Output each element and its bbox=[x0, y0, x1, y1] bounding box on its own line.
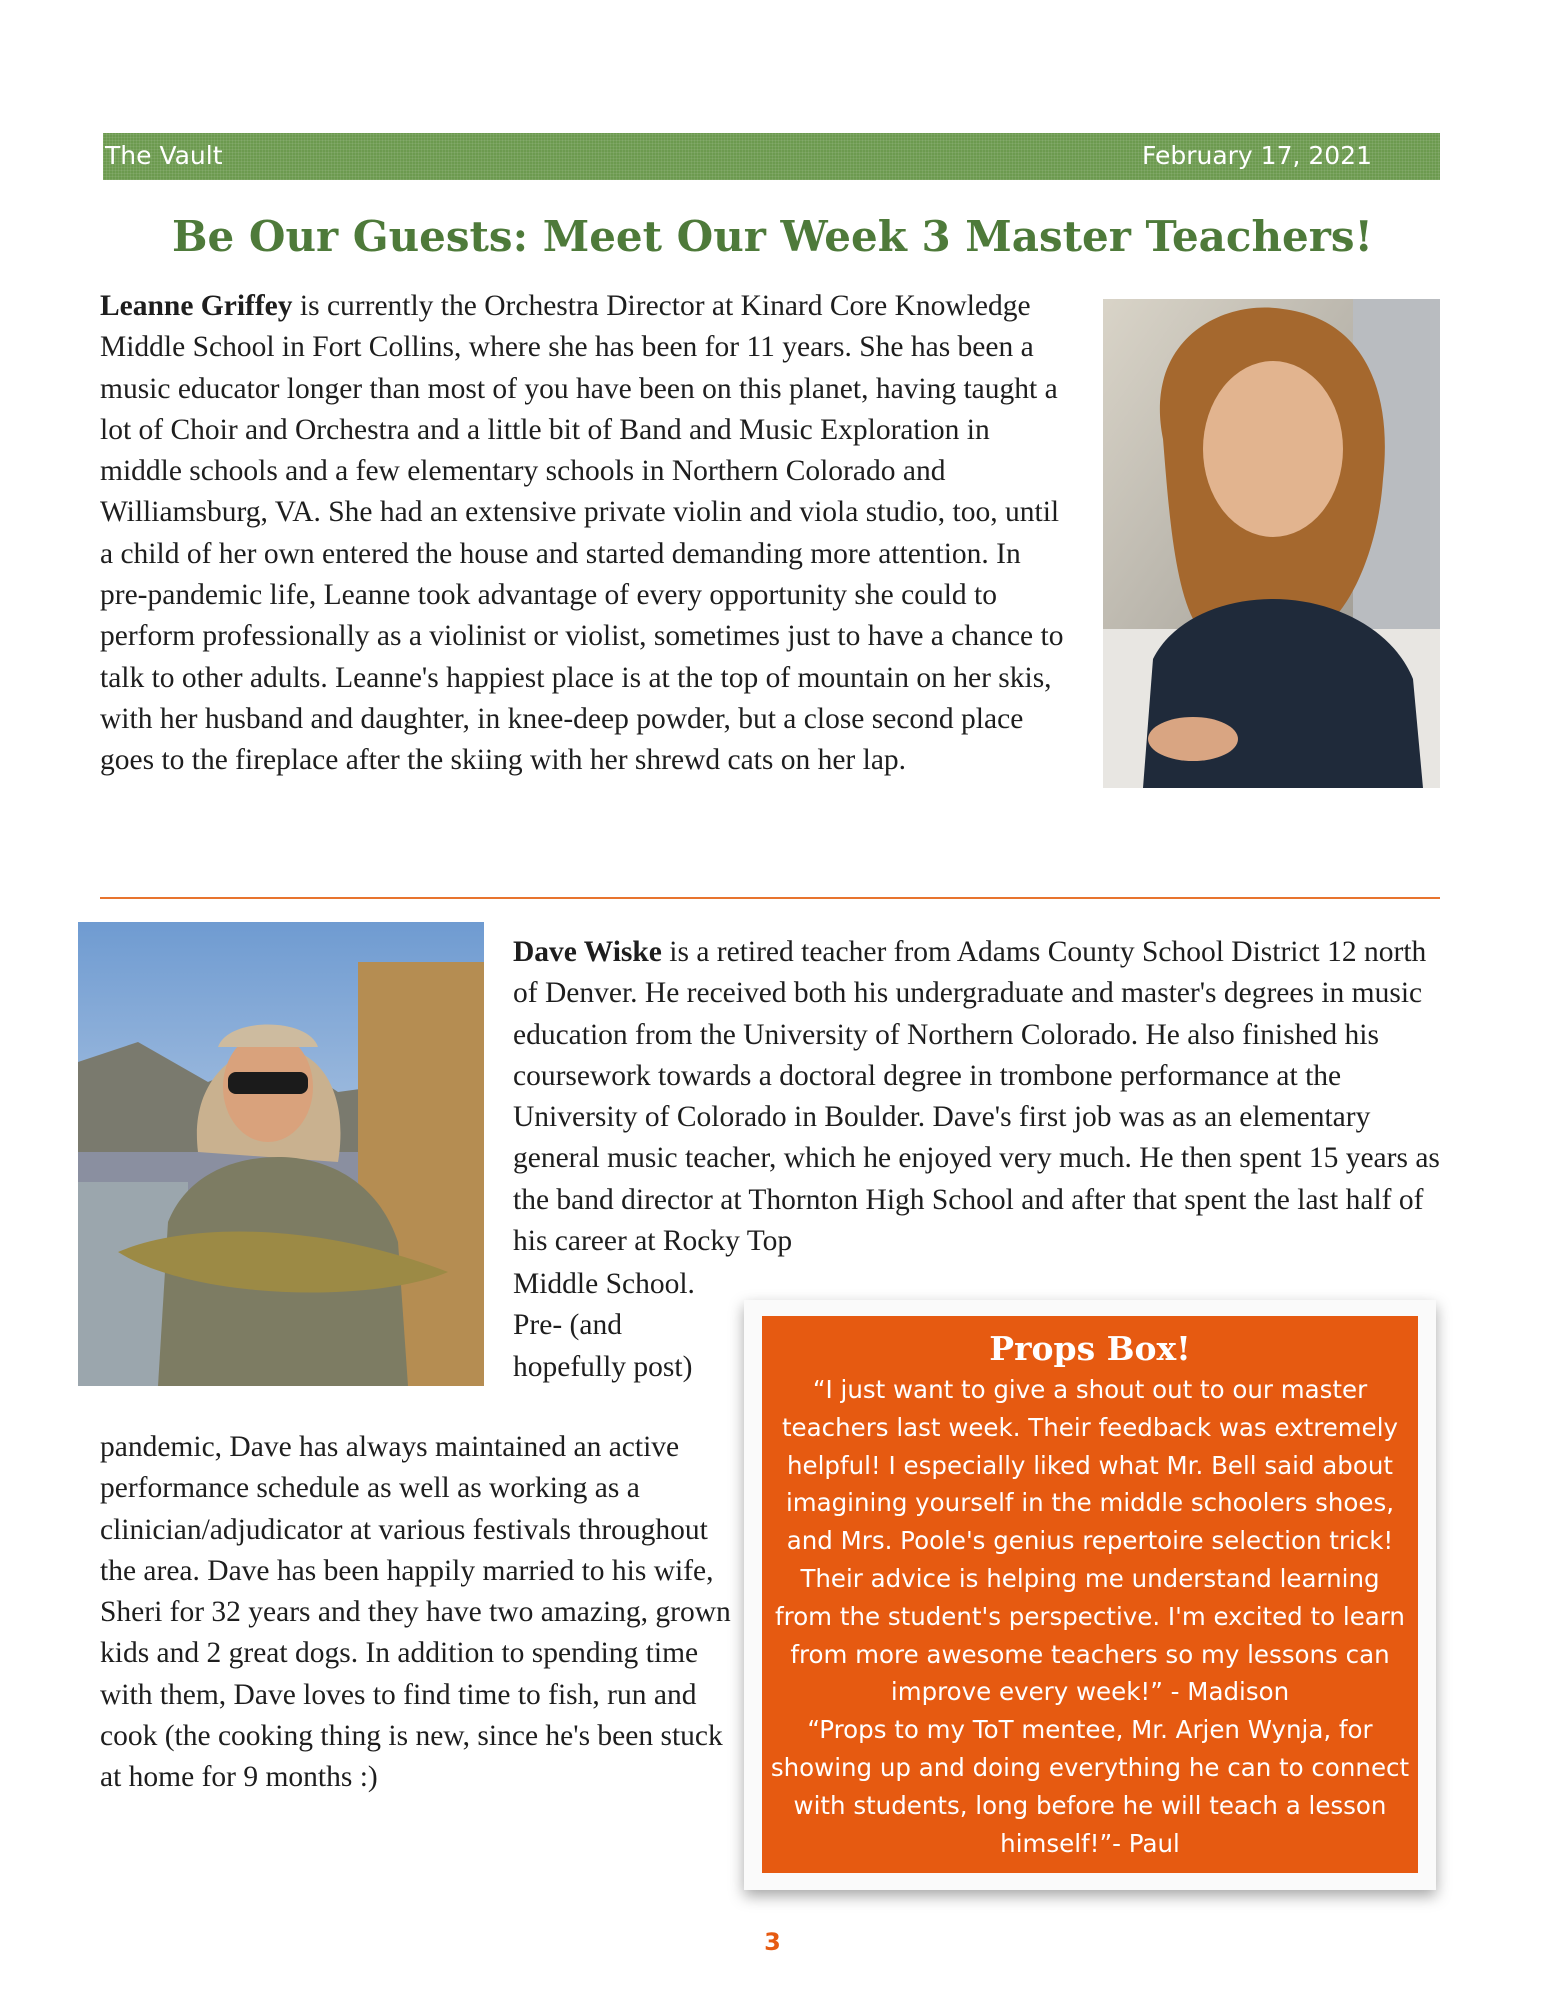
props-quote-madison: “I just want to give a shout out to our master teachers last week. Their feedback was extremely helpful! I especially liked what Mr. Bell said about imagining yourself in the middle schoolers shoes, and Mrs. Poole's genius repertoire selection trick! Their advice is helping me understand learning from the student's perspective. I'm excited to learn from more awesome teachers so my lessons can improve every week!” - Madison bbox=[775, 1375, 1405, 1707]
leanne-bio-text: is currently the Orchestra Director at Kinard Core Knowledge Middle School in Fort Collins, where she has been for 11 years. She has been a music educator longer than most of you have been on this planet, having taught a lot of Choir and Orchestra and a little bit of Band and Music Exploration in middle schools and a few elementary schools in Northern Colorado and Williamsburg, VA. She had an extensive private violin and viola studio, too, until a child of her own entered the house and started demanding more attention. In pre-pandemic life, Leanne took advantage of every opportunity she could to perform professionally as a violinist or violist, sometimes just to have a chance to talk to other adults. Leanne's happiest place is at the top of mountain on her skis, with her husband and daughter, in knee-deep powder, but a close second place goes to the fireplace after the skiing with her shrewd cats on her lap. bbox=[100, 290, 1064, 777]
dave-bio-text-3: pandemic, Dave has always maintained an active performance schedule as well as working as a clinician/adjudicator at various festivals throughout the area. Dave has been happily married to his wife, Sheri for 32 years and they have two amazing, grown kids and 2 great dogs. In addition to spending time with them, Dave loves to find time to fish, run and cook (the cooking thing is new, since he's been stuck at home for 9 months :) bbox=[100, 1431, 731, 1794]
dave-name: Dave Wiske bbox=[513, 936, 662, 968]
section-divider bbox=[100, 897, 1440, 899]
leanne-bio bbox=[100, 286, 1075, 782]
page-title: Be Our Guests: Meet Our Week 3 Master Teachers! bbox=[172, 212, 1373, 261]
page-number: 3 bbox=[764, 1928, 781, 1956]
dave-bio-text-1: is a retired teacher from Adams County School District 12 north of Denver. He received both his undergraduate and master's degrees in music education from the University of Northern Colorado. He also finished his coursework towards a doctoral degree in trombone performance at the University of Colorado in Boulder. Dave's first job was as an elementary general music teacher, which he enjoyed very much. He then spent 15 years as the band director at Thornton High School and after that spent the last half of his career at Rocky Top bbox=[513, 936, 1440, 1258]
leanne-photo bbox=[1103, 299, 1440, 788]
leanne-name: Leanne Griffey bbox=[100, 290, 293, 322]
dave-bio-text-2: Middle School. Pre- (and hopefully post) bbox=[513, 1268, 695, 1383]
issue-date: February 17, 2021 bbox=[1141, 141, 1372, 170]
props-box bbox=[762, 1316, 1418, 1873]
header-bar bbox=[103, 133, 1440, 180]
dave-photo bbox=[78, 922, 484, 1386]
props-box-title: Props Box! bbox=[989, 1329, 1191, 1368]
publication-name: The Vault bbox=[105, 141, 223, 170]
props-quote-paul: “Props to my ToT mentee, Mr. Arjen Wynja, for showing up and doing everything he can to connect with students, long before he will teach a lesson himself!”- Paul bbox=[770, 1715, 1410, 1858]
dave-bio-intro bbox=[513, 932, 1443, 1262]
